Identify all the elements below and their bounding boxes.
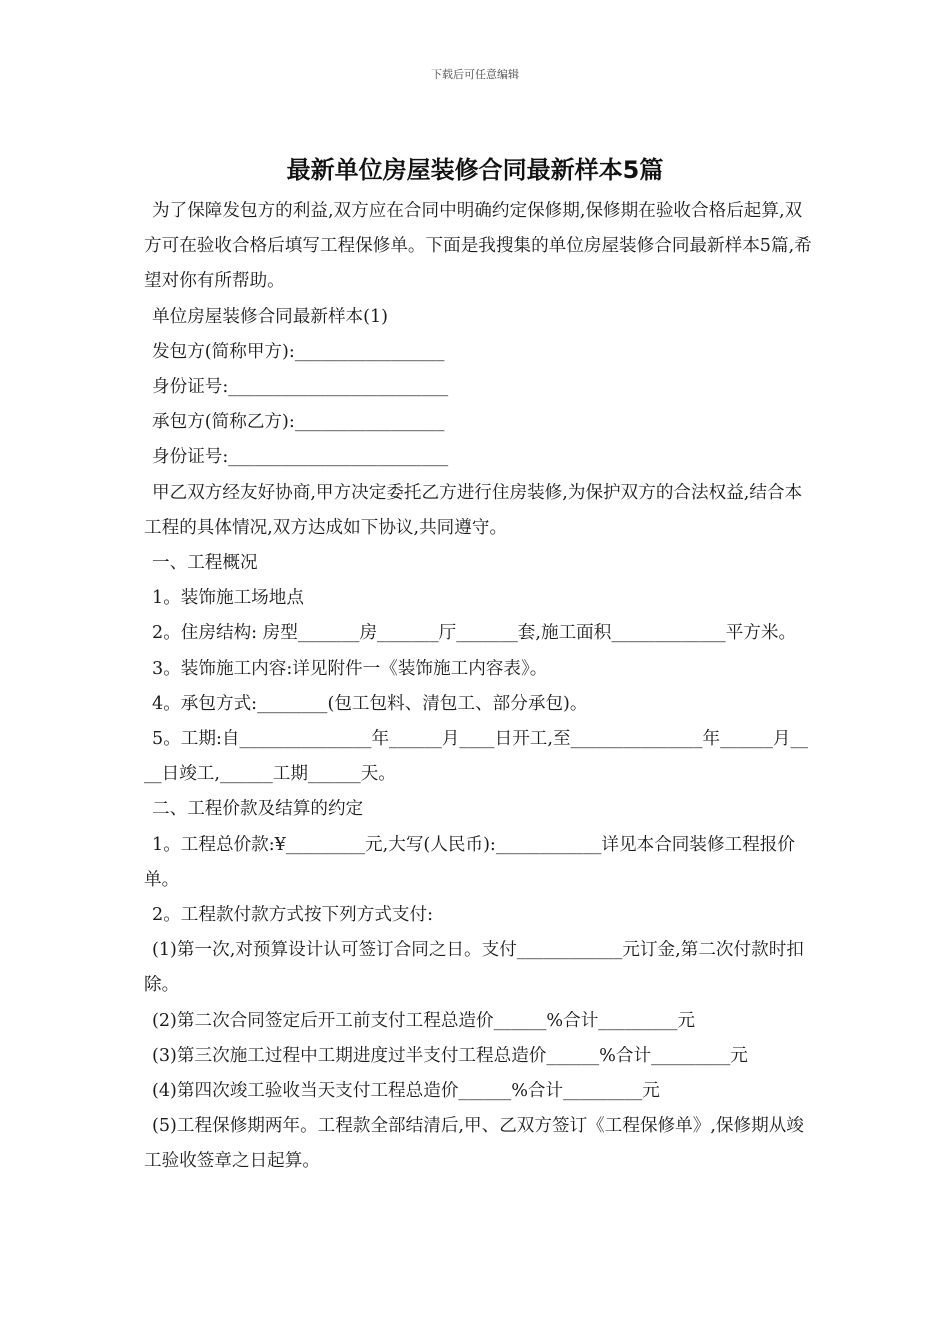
intro-paragraph: 为了保障发包方的利益,双方应在合同中明确约定保修期,保修期在验收合格后起算,双方可在验收合格后填写工程保修单。下面是我搜集的单位房屋装修合同最新样本5篇,希望对你有所帮助。 — [144, 201, 812, 292]
party-b-line: 承包方(简称乙方):_________________ — [152, 412, 445, 433]
party-b-id-line: 身份证号:_________________________ — [152, 447, 449, 468]
party-a-id-line: 身份证号:_________________________ — [152, 377, 449, 398]
party-a-line: 发包方(简称甲方):_________________ — [152, 341, 445, 362]
clause-site: 1。装饰施工场地点 — [152, 588, 304, 609]
section-heading-overview: 一、工程概况 — [152, 553, 258, 574]
clause-structure: 2。住房结构: 房型_______房_______厅_______套,施工面积_____________平方米。 — [152, 623, 797, 644]
payment-item-5: (5)工程保修期两年。工程款全部结清后,甲、乙双方签订《工程保修单》,保修期从竣工验收签章之日起算。 — [144, 1116, 804, 1172]
clause-payment-method: 2。工程款付款方式按下列方式支付: — [152, 905, 434, 926]
clause-content: 3。装饰施工内容:详见附件一《装饰施工内容表》。 — [152, 658, 548, 679]
document-title: 最新单位房屋装修合同最新样本5篇 — [286, 156, 664, 184]
clause-contract-mode: 4。承包方式:________(包工包料、清包工、部分承包)。 — [152, 693, 588, 714]
payment-item-1: (1)第一次,对预算设计认可签订合同之日。支付____________元订金,第二次付款时扣除。 — [144, 940, 804, 996]
section-heading-payment: 二、工程价款及结算的约定 — [152, 799, 364, 820]
document-body — [144, 194, 814, 1180]
clause-total-price: 1。工程总价款:¥_________元,大写(人民币):____________详见本合同装修工程报价单。 — [144, 834, 795, 890]
payment-item-3: (3)第三次施工过程中工期进度过半支付工程总造价______%合计_________元 — [152, 1045, 748, 1066]
payment-item-4: (4)第四次竣工验收当天支付工程总造价______%合计_________元 — [152, 1081, 660, 1102]
sample-heading: 单位房屋装修合同最新样本(1) — [152, 306, 389, 327]
page-header-note: 下载后可任意编辑 — [431, 68, 519, 81]
clause-schedule: 5。工期:自_______________年______月____日开工,至_______________年______月____日竣工,______工期______天。 — [144, 729, 809, 785]
agreement-paragraph: 甲乙双方经友好协商,甲方决定委托乙方进行住房装修,为保护双方的合法权益,结合本工程的具体情况,双方达成如下协议,共同遵守。 — [144, 482, 803, 538]
payment-item-2: (2)第二次合同签定后开工前支付工程总造价______%合计_________元 — [152, 1010, 696, 1031]
